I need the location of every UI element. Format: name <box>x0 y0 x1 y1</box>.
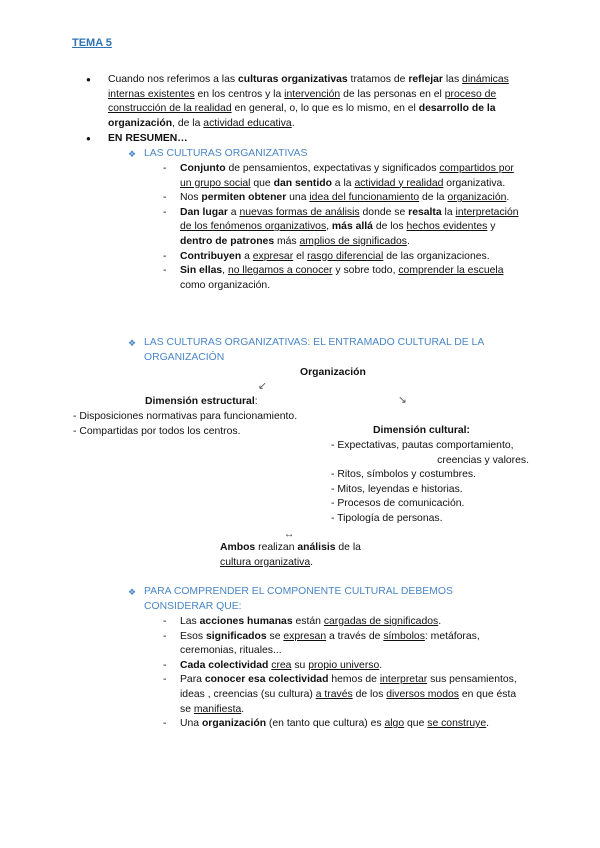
list-item: - Sin ellas, no llegamos a conocer y sobre todo, comprender la escuela como organización. <box>163 265 504 291</box>
section-2 <box>128 336 524 365</box>
list-item: - Disposiciones normativas para funcionamiento. <box>73 411 298 422</box>
section-3-heading: PARA COMPRENDER EL COMPONENTE CULTURAL DEBEMOS CONSIDERAR QUE: <box>144 586 453 612</box>
ambos-text: Ambos realizan análisis de la cultura organizativa. <box>220 542 361 568</box>
list-item: - Tipología de personas. <box>331 512 443 524</box>
list-item: - Mitos, leyendas e historias. <box>331 483 463 495</box>
dimension-cultural-label: Dimensión cultural: <box>373 425 470 436</box>
page-title: TEMA 5 <box>72 37 112 49</box>
arrow-left-icon: ↙ <box>258 381 267 392</box>
section-1 <box>128 147 308 162</box>
resumen-label: ● EN RESUMEN… <box>108 132 188 147</box>
list-item: - Para conocer esa colectividad hemos de interpretar sus pensamientos, ideas , creencias (su cultura) a través de los diversos modos en que ésta se manifiesta. <box>163 674 517 715</box>
list-item: - Expectativas, pautas comportamiento, <box>331 440 514 451</box>
dimension-estructural-label: Dimensión estructural: <box>145 396 258 407</box>
list-item: - Esos significados se expresan a través de símbolos: metáforas, ceremonias, rituales... <box>163 630 480 657</box>
list-item: - Procesos de comunicación. <box>331 498 465 510</box>
arrow-both-icon: ↔ <box>284 529 295 540</box>
list-item: - Una organización (en tanto que cultura) es algo que se construye. <box>163 718 490 730</box>
list-item: - Ritos, símbolos y costumbres. <box>331 469 476 481</box>
org-label: Organización <box>300 367 366 378</box>
diamond-icon: ❖ <box>128 587 137 597</box>
list-item: - Contribuyen a expresar el rasgo diferencial de las organizaciones. <box>163 250 490 262</box>
section-1-heading: LAS CULTURAS ORGANIZATIVAS <box>144 148 308 159</box>
list-item: - Cada colectividad crea su propio universo. <box>163 659 383 671</box>
list-item: - Dan lugar a nuevas formas de análisis donde se resalta la interpretación de los fenómenos organizativos, más allá de los hechos evidentes y dentro de patrones más amplios de significados. <box>163 206 519 247</box>
cultural-list <box>331 439 531 527</box>
diamond-icon: ❖ <box>128 338 137 348</box>
list-item: - Compartidas por todos los centros. <box>73 425 241 437</box>
diamond-icon: ❖ <box>128 149 137 159</box>
estructural-list <box>73 410 297 439</box>
section-2-heading: LAS CULTURAS ORGANIZATIVAS: EL ENTRAMADO CULTURAL DE LA ORGANIZACIÓN <box>144 337 484 363</box>
list-item: creencias y valores. <box>437 454 529 466</box>
section-1-list <box>163 162 528 293</box>
section-3 <box>128 585 524 614</box>
list-item: - Las acciones humanas están cargadas de significados. <box>163 616 442 627</box>
section-3-list <box>163 615 528 732</box>
list-item: - Nos permiten obtener una idea del funcionamiento de la organización. <box>163 192 510 204</box>
intro-paragraph: ● Cuando nos referimos a las culturas organizativas tratamos de reflejar las dinámicas internas existentes en los centros y la intervención de las personas en el proceso de construcción de la realidad en general, o, lo que es lo mismo, en el desarrollo de la organización, de la actividad educativa. <box>108 73 518 131</box>
list-item: - Conjunto de pensamientos, expectativas y significados compartidos por un grupo social que dan sentido a la actividad y realidad organizativa. <box>163 163 514 189</box>
arrow-right-icon: ↘ <box>398 395 407 406</box>
